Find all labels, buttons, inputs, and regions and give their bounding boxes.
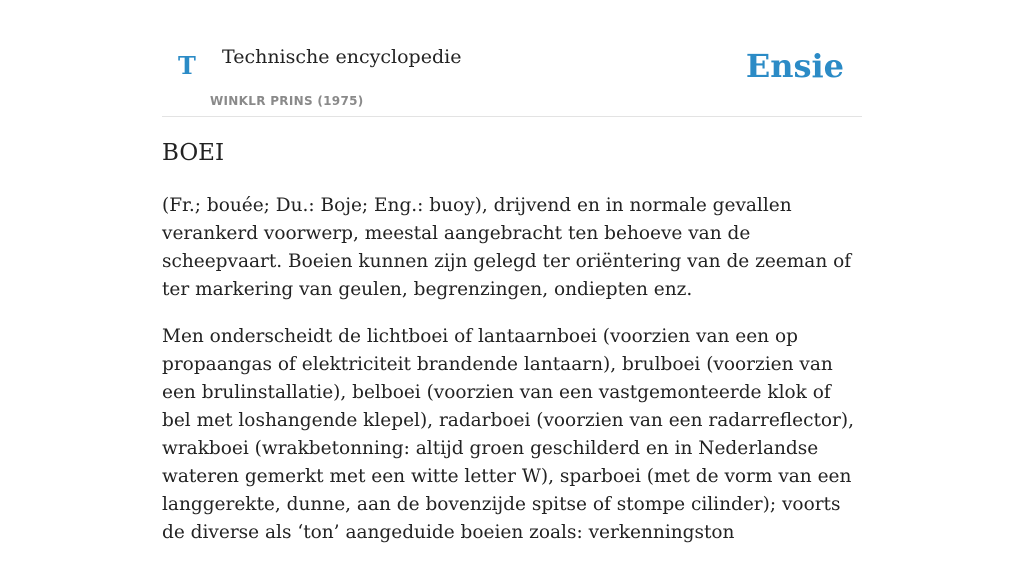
book-title-link[interactable]: Technische encyclopedie xyxy=(222,46,462,68)
entry-paragraph: (Fr.; bouée; Du.: Boje; Eng.: buoy), drijvend en in normale gevallen verankerd voorwerp, meestal aangebracht ten behoeve van de scheepvaart. Boeien kunnen zijn gelegd ter oriëntering van de zeeman of ter markering van geulen, begrenzingen, ondiepten enz. xyxy=(162,194,852,300)
entry-title: BOEI xyxy=(162,140,225,166)
book-logo-icon[interactable]: T xyxy=(178,51,196,80)
entry-paragraph: Men onderscheidt de lichtboei of lantaarnboei (voorzien van een op propaangas of elektriciteit brandende lantaarn), brulboei (voorzien van een brulinstallatie), belboei (voorzien van een vastgemonteerde klok of bel met loshangende klepel), radarboei (voorzien van een radarreflector), wrakboei (wrakbetonning: altijd groen geschilderd en in Nederlandse wateren gemerkt met een witte letter W), sparboei (met de vorm van een langgerekte, dunne, aan de bovenzijde spitse of stompe cilinder); voorts de diverse als ‘ton’ aangeduide boeien zoals: verkenningston xyxy=(162,325,854,543)
book-source-label: WINKLR PRINS (1975) xyxy=(210,94,364,108)
entry-content xyxy=(162,140,862,566)
header xyxy=(162,0,862,117)
brand-logo[interactable]: Ensie xyxy=(745,47,844,85)
